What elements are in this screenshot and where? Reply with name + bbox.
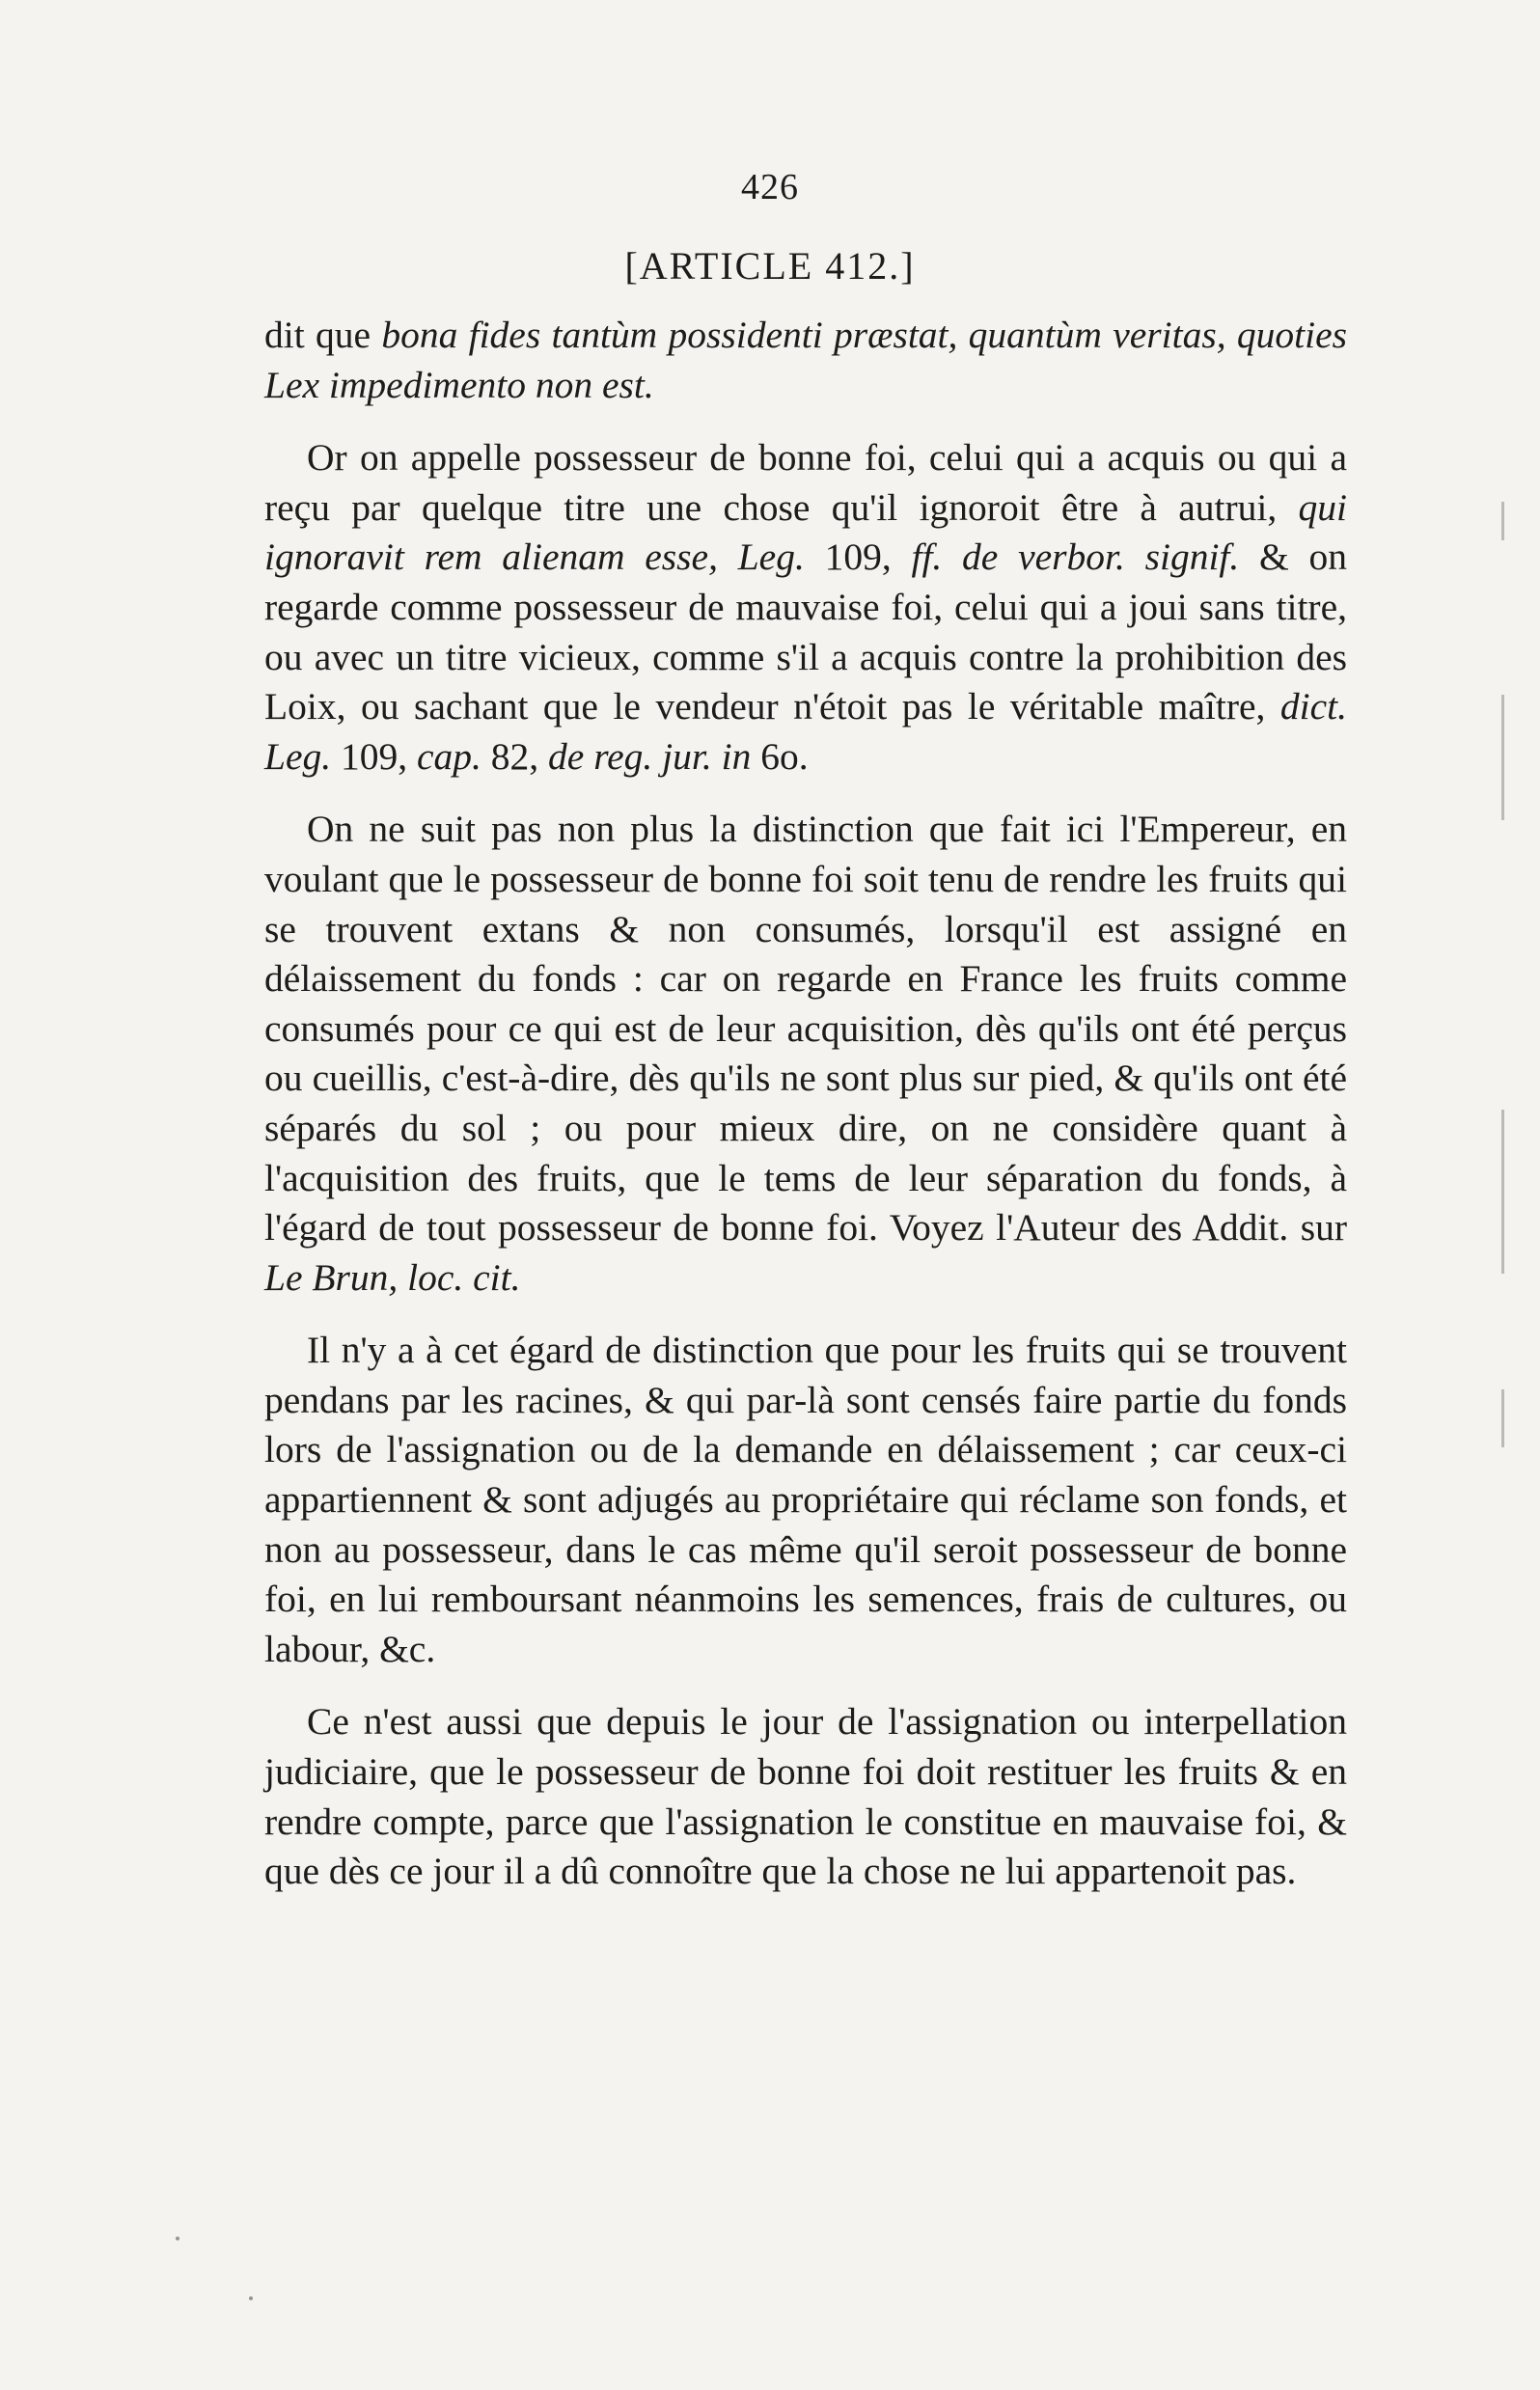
scan-margin-mark <box>1501 502 1504 540</box>
paragraph-5 <box>264 1697 1347 1896</box>
page-number: 426 <box>741 167 799 207</box>
latin-citation: ff. de verbor. signif. <box>911 536 1240 579</box>
scan-speck <box>176 2237 179 2240</box>
text-run: On ne suit pas non plus la distinction que fait ici l'Empereur, en voulant que le possesseur de bonne foi soit tenu de rendre les fruits qui se trouvent extans & non consumés, lorsqu'il est assigné en délaissement du fonds : car on regarde en France les fruits comme consumés pour ce qui est de leur acquisition, dès qu'ils ont été perçus ou cueillis, c'est-à-dire, dès qu'ils ne sont plus sur pied, & qu'ils ont été séparés du sol ; ou pour mieux dire, on ne considère quant à l'acquisition des fruits, que le tems de leur séparation du fonds, à l'égard de tout possesseur de bonne foi. Voyez l'Auteur des Addit. sur <box>264 808 1347 1250</box>
body-text <box>264 311 1347 1920</box>
text-run: Ce n'est aussi que depuis le jour de l'assignation ou interpellation judiciaire, que le possesseur de bonne foi doit restituer les fruits & en rendre compte, parce que l'assignation le constitue en mauvaise foi, & que dès ce jour il a dû connoître que la chose ne lui appartenoit pas. <box>264 1700 1347 1893</box>
text-run: 109, <box>804 536 912 579</box>
text-run: Il n'y a à cet égard de distinction que pour les fruits qui se trouvent pendans par les racines, & qui par-là sont censés faire partie du fonds lors de l'assignation ou de la demande en délaissement ; car ceux-ci appartiennent & sont adjugés au propriétaire qui réclame son fonds, et non au possesseur, dans le cas même qu'il seroit possesseur de bonne foi, en lui remboursant néanmoins les semences, frais de cultures, ou labour, &c. <box>264 1329 1347 1670</box>
latin-citation: Le Brun, loc. cit. <box>264 1255 521 1299</box>
paragraph-1 <box>264 311 1347 410</box>
paragraph-3 <box>264 805 1347 1303</box>
paragraph-4 <box>264 1326 1347 1674</box>
scan-margin-mark <box>1501 695 1504 820</box>
article-heading: [ARTICLE 412.] <box>624 244 916 288</box>
text-run: Or on appelle possesseur de bonne foi, celui qui a acquis ou qui a reçu par quelque titre une chose qu'il ignoroit être à autrui, <box>264 436 1347 529</box>
latin-quote: bona fides tantùm possidenti præstat, quantùm veritas, quoties Lex impedimento non est. <box>264 314 1347 406</box>
latin-citation: cap. <box>417 734 481 778</box>
scan-margin-mark <box>1501 1389 1504 1447</box>
scan-margin-mark <box>1501 1110 1504 1274</box>
latin-citation: dict. Leg. <box>264 685 1347 778</box>
text-run: & on regarde comme possesseur de mauvaise foi, celui qui a joui sans titre, ou avec un titre vicieux, comme s'il a acquis contre la prohibition des Loix, ou sachant que le vendeur n'étoit pas le véritable maître, <box>264 536 1348 728</box>
latin-citation: qui ignoravit rem alienam esse, Leg. <box>264 485 1347 579</box>
text-run: 82, <box>481 734 549 778</box>
text-run: dit que <box>264 314 382 356</box>
text-run: 109, <box>331 734 417 778</box>
paragraph-2 <box>264 433 1347 782</box>
text-run: 6o. <box>751 734 809 778</box>
latin-citation: de reg. jur. in <box>548 734 752 778</box>
scan-speck <box>249 2296 253 2300</box>
